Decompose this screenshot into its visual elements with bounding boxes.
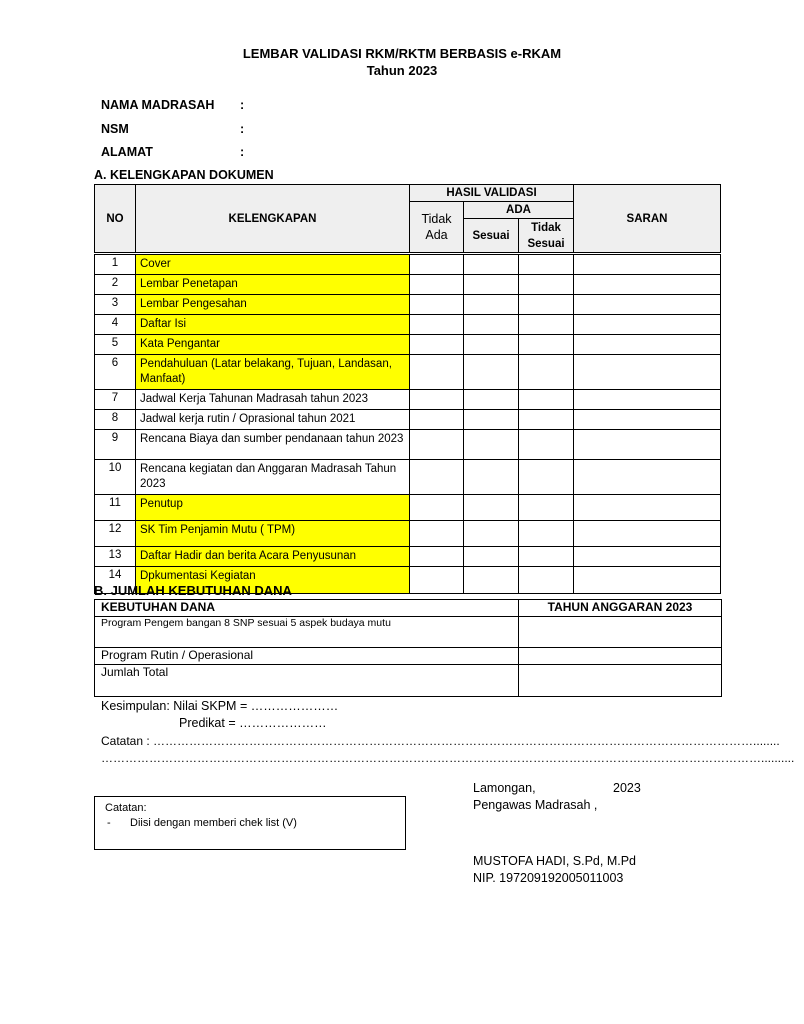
cell-tidak-sesuai[interactable] [519, 521, 574, 547]
cell-tidak-sesuai[interactable] [519, 547, 574, 567]
cell-tidak-ada[interactable] [410, 315, 464, 335]
table-row [95, 275, 721, 295]
col-no-header: NO [95, 185, 136, 253]
cell-tidak-ada[interactable] [410, 547, 464, 567]
cell-tidak-ada[interactable] [410, 275, 464, 295]
table-row [95, 495, 721, 521]
signature-name: MUSTOFA HADI, S.Pd, M.Pd [473, 854, 637, 868]
row-number: 10 [95, 460, 136, 495]
cell-sesuai[interactable] [464, 355, 519, 390]
cell-sesuai[interactable] [464, 390, 519, 410]
col-tidak-sesuai-header: Tidak Sesuai [519, 219, 574, 253]
cell-tidak-ada[interactable] [410, 355, 464, 390]
signature-place: Lamongan, [473, 781, 536, 795]
signature-year: 2023 [613, 781, 641, 795]
col-sesuai-header: Sesuai [464, 219, 519, 253]
cell-sesuai[interactable] [464, 335, 519, 355]
cell-saran[interactable] [574, 567, 721, 594]
col-saran-header: SARAN [574, 185, 721, 253]
cell-sesuai[interactable] [464, 315, 519, 335]
cell-tidak-sesuai[interactable] [519, 495, 574, 521]
catatan-line-1: Catatan : ……………………………………………………………………………………………………………………………………........ [101, 734, 780, 748]
cell-sesuai[interactable] [464, 430, 519, 460]
cell-tidak-sesuai[interactable] [519, 275, 574, 295]
cell-tidak-ada[interactable] [410, 430, 464, 460]
cell-saran[interactable] [574, 355, 721, 390]
section-a-heading: A. KELENGKAPAN DOKUMEN [94, 168, 274, 182]
dana-row-pengembangan: Program Pengem bangan 8 SNP sesuai 5 aspek budaya mutu [95, 617, 519, 648]
row-number: 9 [95, 430, 136, 460]
row-number: 1 [95, 255, 136, 275]
row-number: 5 [95, 335, 136, 355]
row-number: 3 [95, 295, 136, 315]
cell-sesuai[interactable] [464, 410, 519, 430]
col-kelengkapan-header: KELENGKAPAN [136, 185, 410, 253]
cell-tidak-sesuai[interactable] [519, 315, 574, 335]
cell-tidak-ada[interactable] [410, 255, 464, 275]
row-number: 14 [95, 567, 136, 594]
cell-tidak-ada[interactable] [410, 460, 464, 495]
cell-saran[interactable] [574, 410, 721, 430]
cell-saran[interactable] [574, 335, 721, 355]
dana-row-rutin: Program Rutin / Operasional [95, 648, 519, 665]
kesimpulan-predikat: Predikat = ………………… [179, 716, 327, 730]
cell-tidak-ada[interactable] [410, 410, 464, 430]
table-row [95, 390, 721, 410]
identity-label-nama: NAMA MADRASAH [101, 98, 215, 112]
cell-tidak-sesuai[interactable] [519, 410, 574, 430]
catatan-line-2: ………………………………………………………………………………………………………………………………………………….......... [101, 751, 795, 765]
cell-sesuai[interactable] [464, 521, 519, 547]
row-number: 6 [95, 355, 136, 390]
row-number: 8 [95, 410, 136, 430]
cell-saran[interactable] [574, 390, 721, 410]
signature-nip: NIP. 197209192005011003 [473, 871, 624, 885]
identity-label-alamat: ALAMAT [101, 145, 153, 159]
row-number: 12 [95, 521, 136, 547]
note-text: Diisi dengan memberi chek list (V) [130, 817, 297, 829]
row-kelengkapan: Lembar Penetapan [136, 275, 410, 295]
row-kelengkapan: Lembar Pengesahan [136, 295, 410, 315]
dana-value-cell[interactable] [519, 648, 722, 665]
cell-tidak-sesuai[interactable] [519, 335, 574, 355]
table-row [95, 460, 721, 495]
page-title: LEMBAR VALIDASI RKM/RKTM BERBASIS e-RKAM [242, 46, 562, 61]
dana-value-cell[interactable] [519, 665, 722, 697]
row-kelengkapan: Kata Pengantar [136, 335, 410, 355]
cell-tidak-ada[interactable] [410, 567, 464, 594]
row-kelengkapan: Rencana Biaya dan sumber pendanaan tahun 2023 [136, 430, 410, 460]
table-row [95, 295, 721, 315]
col-kebutuhan-header: KEBUTUHAN DANA [95, 600, 519, 617]
kebutuhan-dana-table [94, 599, 722, 697]
col-hasil-validasi-header: HASIL VALIDASI [410, 185, 574, 202]
cell-saran[interactable] [574, 255, 721, 275]
cell-saran[interactable] [574, 495, 721, 521]
row-kelengkapan: Daftar Isi [136, 315, 410, 335]
row-number: 13 [95, 547, 136, 567]
cell-tidak-sesuai[interactable] [519, 390, 574, 410]
row-kelengkapan: Jadwal kerja rutin / Oprasional tahun 2021 [136, 410, 410, 430]
col-tidak-ada-header: Tidak Ada [410, 202, 464, 253]
row-number: 11 [95, 495, 136, 521]
cell-sesuai[interactable] [464, 275, 519, 295]
kelengkapan-table [94, 184, 721, 594]
cell-tidak-ada[interactable] [410, 390, 464, 410]
table-row [95, 315, 721, 335]
identity-colon: : [240, 145, 245, 159]
row-kelengkapan: Penutup [136, 495, 410, 521]
signature-role: Pengawas Madrasah , [473, 798, 598, 812]
cell-sesuai[interactable] [464, 255, 519, 275]
section-b-heading: B. JUMLAH KEBUTUHAN DANA [94, 583, 292, 598]
cell-saran[interactable] [574, 547, 721, 567]
cell-saran[interactable] [574, 295, 721, 315]
row-kelengkapan: Dpkumentasi Kegiatan [136, 567, 410, 594]
cell-saran[interactable] [574, 460, 721, 495]
col-tahun-anggaran-header: TAHUN ANGGARAN 2023 [519, 600, 722, 617]
cell-tidak-sesuai[interactable] [519, 255, 574, 275]
row-kelengkapan: Cover [136, 255, 410, 275]
cell-tidak-ada[interactable] [410, 521, 464, 547]
identity-colon: : [240, 122, 245, 136]
table-row [95, 355, 721, 390]
cell-tidak-sesuai[interactable] [519, 355, 574, 390]
dana-row-total: Jumlah Total [95, 665, 519, 697]
note-title: Catatan: [105, 802, 147, 814]
row-kelengkapan: SK Tim Penjamin Mutu ( TPM) [136, 521, 410, 547]
note-box [94, 796, 406, 850]
table-row [95, 547, 721, 567]
row-kelengkapan: Jadwal Kerja Tahunan Madrasah tahun 2023 [136, 390, 410, 410]
cell-saran[interactable] [574, 430, 721, 460]
identity-label-nsm: NSM [101, 122, 129, 136]
table-row [95, 521, 721, 547]
row-number: 2 [95, 275, 136, 295]
col-ada-header: ADA [464, 202, 574, 219]
row-kelengkapan: Rencana kegiatan dan Anggaran Madrasah Tahun 2023 [136, 460, 410, 495]
cell-sesuai[interactable] [464, 495, 519, 521]
row-number: 4 [95, 315, 136, 335]
row-kelengkapan: Pendahuluan (Latar belakang, Tujuan, Landasan, Manfaat) [136, 355, 410, 390]
row-kelengkapan: Daftar Hadir dan berita Acara Penyusunan [136, 547, 410, 567]
cell-tidak-sesuai[interactable] [519, 567, 574, 594]
table-row [95, 335, 721, 355]
cell-tidak-sesuai[interactable] [519, 460, 574, 495]
table-row [95, 255, 721, 275]
cell-saran[interactable] [574, 521, 721, 547]
identity-colon: : [240, 98, 245, 112]
cell-saran[interactable] [574, 275, 721, 295]
cell-tidak-ada[interactable] [410, 335, 464, 355]
note-dash: - [107, 817, 111, 829]
page-subtitle-year: Tahun 2023 [366, 63, 438, 78]
kesimpulan-nilai: Kesimpulan: Nilai SKPM = ………………… [101, 699, 339, 713]
cell-sesuai[interactable] [464, 547, 519, 567]
cell-saran[interactable] [574, 315, 721, 335]
dana-value-cell[interactable] [519, 617, 722, 648]
table-row [95, 430, 721, 460]
table-row [95, 410, 721, 430]
cell-sesuai[interactable] [464, 460, 519, 495]
cell-tidak-sesuai[interactable] [519, 430, 574, 460]
row-number: 7 [95, 390, 136, 410]
cell-tidak-sesuai[interactable] [519, 295, 574, 315]
cell-sesuai[interactable] [464, 295, 519, 315]
cell-tidak-ada[interactable] [410, 495, 464, 521]
cell-tidak-ada[interactable] [410, 295, 464, 315]
cell-sesuai[interactable] [464, 567, 519, 594]
